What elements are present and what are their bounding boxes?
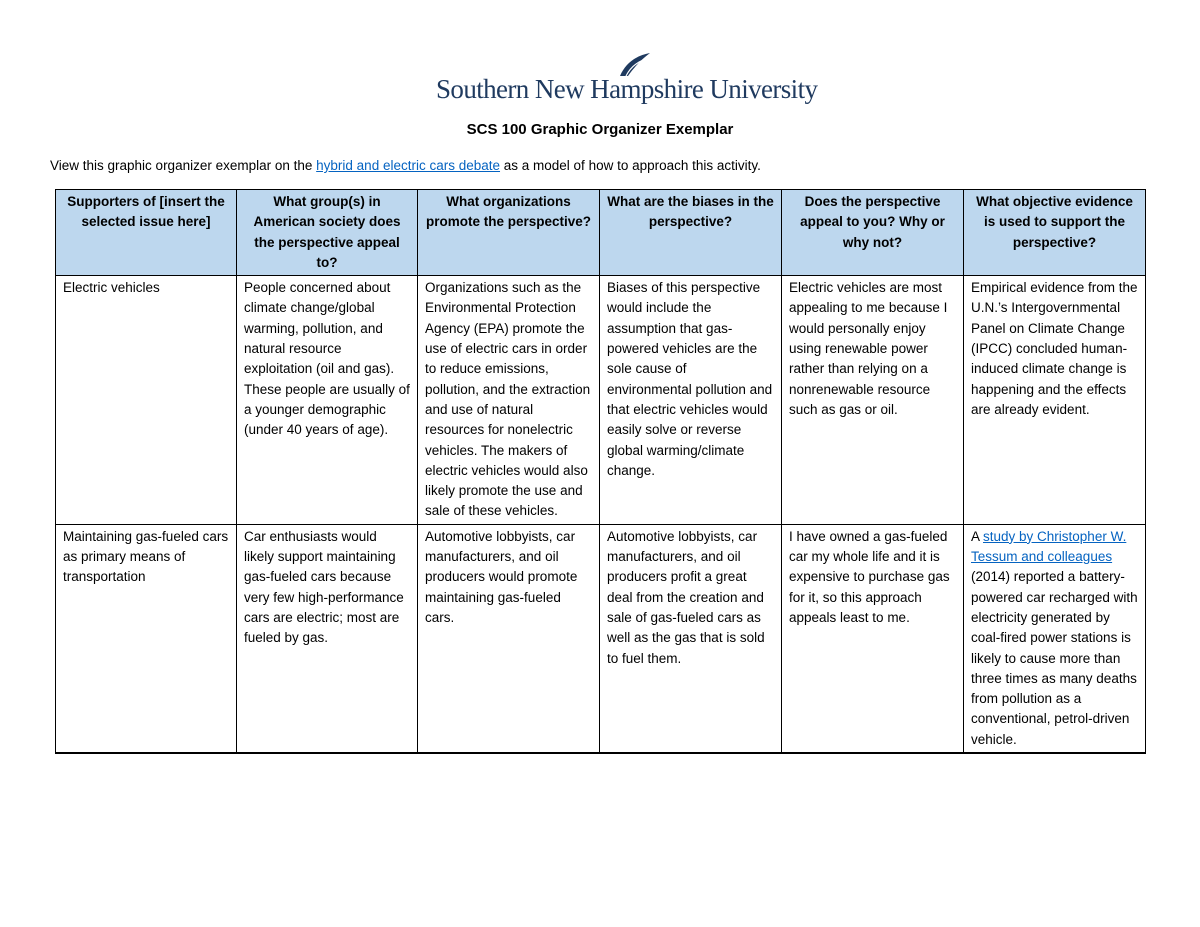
header-row [56, 190, 1146, 276]
cell-organizations: Automotive lobbyists, car manufacturers, and oil producers would promote maintaining gas-fueled cars. [418, 524, 600, 753]
hybrid-electric-debate-link[interactable]: hybrid and electric cars debate [316, 158, 501, 173]
column-header-biases: What are the biases in the perspective? [600, 190, 782, 276]
intro-text-before: View this graphic organizer exemplar on the [50, 158, 317, 173]
cell-evidence [964, 524, 1146, 753]
university-name: Southern New Hampshire University [436, 74, 818, 104]
column-header-evidence: What objective evidence is used to support the perspective? [964, 190, 1146, 276]
evidence-prefix: A [971, 528, 984, 544]
column-header-supporters: Supporters of [insert the selected issue here] [56, 190, 237, 276]
document-title: SCS 100 Graphic Organizer Exemplar [466, 121, 734, 138]
cell-groups: Car enthusiasts would likely support maintaining gas-fueled cars because very few high-performance cars are electric; most are fueled by gas. [237, 524, 418, 753]
column-header-groups: What group(s) in American society does the perspective appeal to? [237, 190, 418, 276]
cell-organizations: Organizations such as the Environmental Protection Agency (EPA) promote the use of electric cars in order to reduce emissions, pollution, and the extraction and use of natural resources for nonelectric vehicles. The makers of electric vehicles would also likely promote the use and sale of these vehicles. [418, 276, 600, 525]
evidence-suffix: (2014) reported a battery-powered car recharged with electricity generated by coal-fired power stations is likely to cause more than three times as many deaths from pollution as a conventional, petrol-driven vehicle. [971, 569, 1138, 747]
table-row [56, 524, 1146, 753]
cell-supporters: Electric vehicles [56, 276, 237, 525]
cell-evidence: Empirical evidence from the U.N.’s Intergovernmental Panel on Climate Change (IPCC) concluded human-induced climate change is happening and the effects are already evident. [964, 276, 1146, 525]
intro-text-after: as a model of how to approach this activity. [500, 158, 761, 173]
cell-biases: Biases of this perspective would include the assumption that gas-powered vehicles are the sole cause of environmental pollution and that electric vehicles would easily solve or reverse global warming/climate change. [600, 276, 782, 525]
cell-groups: People concerned about climate change/global warming, pollution, and natural resource exploitation (oil and gas). These people are usually of a younger demographic (under 40 years of age). [237, 276, 418, 525]
cell-appeal: I have owned a gas-fueled car my whole life and it is expensive to purchase gas for it, so this approach appeals least to me. [782, 524, 964, 753]
table-row [56, 276, 1146, 525]
university-logo [436, 52, 818, 104]
intro-paragraph [50, 156, 1150, 176]
cell-appeal: Electric vehicles are most appealing to me because I would personally enjoy using renewable power rather than relying on a nonrenewable resource such as gas or oil. [782, 276, 964, 525]
graphic-organizer-table [55, 189, 1146, 754]
column-header-organizations: What organizations promote the perspective? [418, 190, 600, 276]
column-header-appeal: Does the perspective appeal to you? Why or why not? [782, 190, 964, 276]
cell-biases: Automotive lobbyists, car manufacturers, and oil producers profit a great deal from the creation and sale of gas-fueled cars as well as the gas that is sold to fuel them. [600, 524, 782, 753]
tessum-study-link[interactable]: study by Christopher W. Tessum and colleagues [971, 528, 1127, 565]
cell-supporters: Maintaining gas-fueled cars as primary means of transportation [56, 524, 237, 753]
